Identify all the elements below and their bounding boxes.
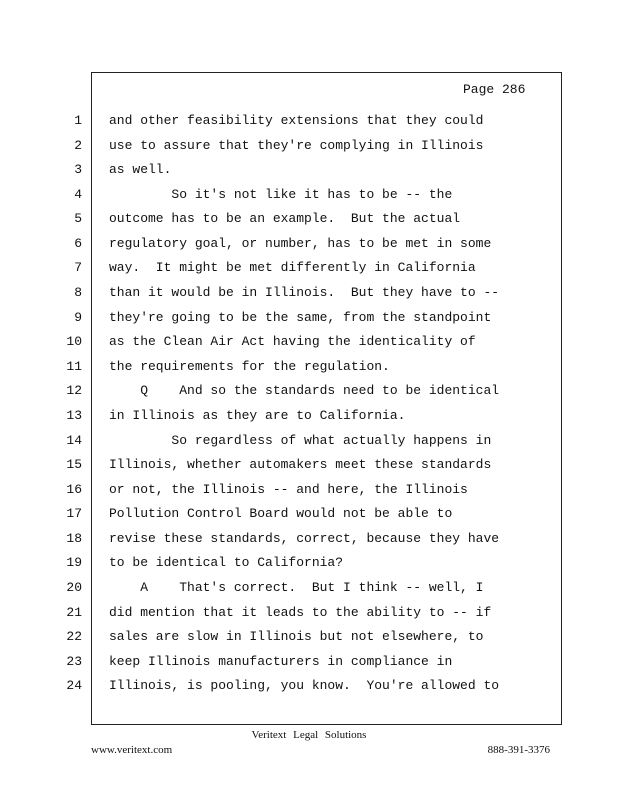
line-number: 15	[66, 457, 82, 472]
page-number: Page 286	[463, 82, 526, 97]
line-text: A That's correct. But I think -- well, I	[109, 580, 484, 595]
footer-phone: 888-391-3376	[487, 744, 550, 756]
line-text: way. It might be met differently in California	[109, 260, 476, 275]
line-number: 6	[74, 236, 82, 251]
line-number: 9	[74, 310, 82, 325]
line-text: did mention that it leads to the ability to -- if	[109, 605, 492, 620]
line-text: in Illinois as they are to California.	[109, 408, 406, 423]
line-text: sales are slow in Illinois but not elsewhere, to	[109, 629, 484, 644]
line-number: 4	[74, 187, 82, 202]
line-number: 10	[66, 334, 82, 349]
line-number: 17	[66, 506, 82, 521]
line-number: 1	[74, 113, 82, 128]
line-number: 12	[66, 383, 82, 398]
line-number: 8	[74, 285, 82, 300]
line-number: 20	[66, 580, 82, 595]
line-number: 13	[66, 408, 82, 423]
line-number: 5	[74, 211, 82, 226]
line-text: as the Clean Air Act having the identicality of	[109, 334, 476, 349]
line-text: the requirements for the regulation.	[109, 359, 390, 374]
line-number: 2	[74, 138, 82, 153]
line-number: 14	[66, 433, 82, 448]
line-number: 19	[66, 555, 82, 570]
line-number: 16	[66, 482, 82, 497]
line-text: to be identical to California?	[109, 555, 344, 570]
line-text: revise these standards, correct, because they have	[109, 531, 500, 546]
footer-website: www.veritext.com	[91, 744, 173, 756]
line-text: and other feasibility extensions that they could	[109, 113, 484, 128]
line-number: 11	[66, 359, 82, 374]
line-text: outcome has to be an example. But the actual	[109, 211, 461, 226]
line-text: regulatory goal, or number, has to be met in some	[109, 236, 492, 251]
line-number: 23	[66, 654, 82, 669]
line-number: 21	[66, 605, 82, 620]
footer-company: Veritext Legal Solutions	[251, 729, 367, 741]
line-text: Illinois, whether automakers meet these standards	[109, 457, 492, 472]
line-text: So regardless of what actually happens in	[109, 433, 492, 448]
line-text: or not, the Illinois -- and here, the Illinois	[109, 482, 468, 497]
line-text: Pollution Control Board would not be able to	[109, 506, 453, 521]
line-text: they're going to be the same, from the standpoint	[109, 310, 492, 325]
line-text: as well.	[109, 162, 172, 177]
line-text: So it's not like it has to be -- the	[109, 187, 453, 202]
line-text: use to assure that they're complying in Illinois	[109, 138, 484, 153]
line-text: than it would be in Illinois. But they have to --	[109, 285, 500, 300]
line-number: 3	[74, 162, 82, 177]
line-number: 7	[74, 260, 82, 275]
line-number: 24	[66, 678, 82, 693]
line-number: 18	[66, 531, 82, 546]
line-text: Q And so the standards need to be identical	[109, 383, 500, 398]
line-text: keep Illinois manufacturers in compliance in	[109, 654, 453, 669]
line-number: 22	[66, 629, 82, 644]
line-text: Illinois, is pooling, you know. You're allowed to	[109, 678, 500, 693]
